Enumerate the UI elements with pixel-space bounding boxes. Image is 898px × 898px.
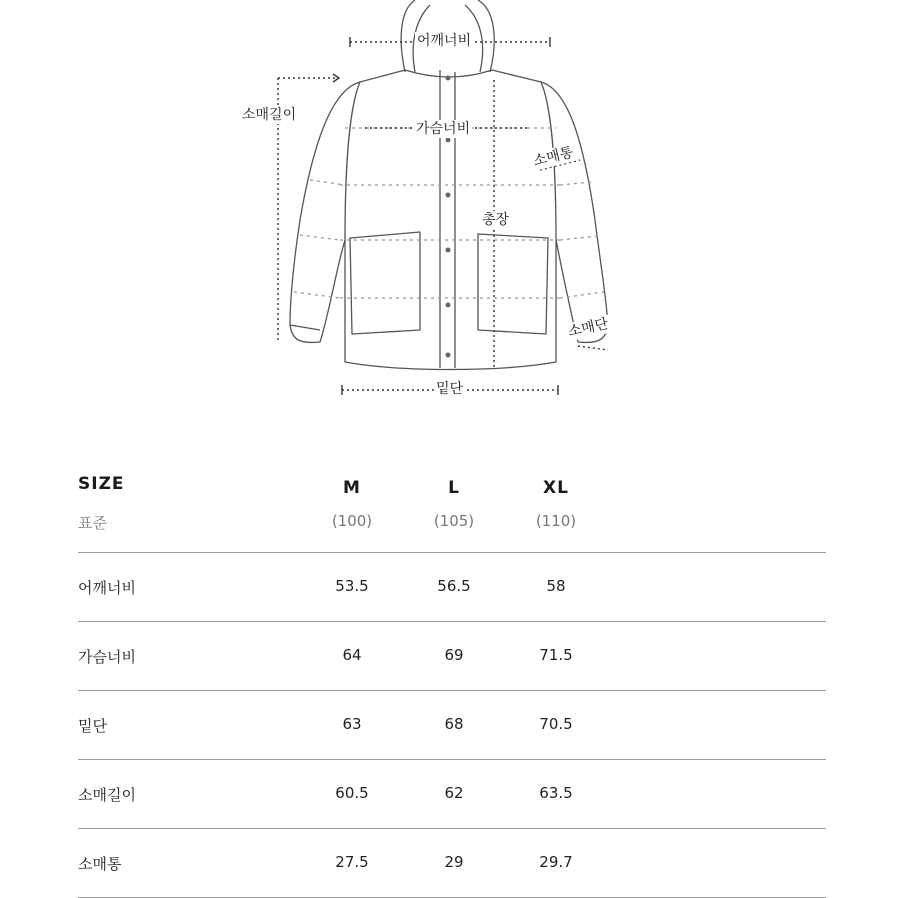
size-chart-table bbox=[78, 470, 826, 898]
cell-m: 63 bbox=[342, 715, 362, 733]
cell-l: 62 bbox=[444, 784, 464, 802]
label-sleeve-width: 소매통 bbox=[529, 143, 577, 171]
label-total-length: 총장 bbox=[482, 212, 510, 228]
table-row bbox=[78, 828, 826, 898]
row-label: 소매길이 bbox=[78, 786, 136, 804]
cell-l: 29 bbox=[444, 853, 464, 871]
cell-xl: 71.5 bbox=[539, 646, 573, 664]
cell-m: 53.5 bbox=[335, 577, 369, 595]
cell-xl: 58 bbox=[546, 577, 566, 595]
table-row bbox=[78, 552, 826, 621]
cell-m: 27.5 bbox=[335, 853, 369, 871]
table-row bbox=[78, 621, 826, 690]
cell-m: 60.5 bbox=[335, 784, 369, 802]
standard-row bbox=[78, 500, 826, 552]
cell-xl: 29.7 bbox=[539, 853, 573, 871]
label-chest: 가슴너비 bbox=[416, 121, 471, 137]
cell-m: 64 bbox=[342, 646, 362, 664]
cell-xl: 63.5 bbox=[539, 784, 573, 802]
row-label: 소매통 bbox=[78, 855, 122, 873]
jacket-sketch bbox=[0, 0, 898, 410]
table-row bbox=[78, 690, 826, 759]
cell-l: 68 bbox=[444, 715, 464, 733]
table-header-row bbox=[78, 470, 826, 500]
standard-xl: (110) bbox=[535, 512, 577, 530]
label-shoulder: 어깨너비 bbox=[417, 33, 472, 49]
row-label: 어깨너비 bbox=[78, 579, 136, 597]
standard-label: 표준 bbox=[78, 514, 107, 532]
cell-l: 56.5 bbox=[437, 577, 471, 595]
header-l: L bbox=[448, 478, 460, 498]
row-label: 밑단 bbox=[78, 717, 107, 735]
label-hem: 밑단 bbox=[436, 381, 464, 397]
cell-xl: 70.5 bbox=[539, 715, 573, 733]
label-cuff: 소매단 bbox=[565, 315, 612, 342]
header-size: SIZE bbox=[78, 474, 125, 494]
standard-l: (105) bbox=[433, 512, 475, 530]
header-xl: XL bbox=[543, 478, 569, 498]
label-sleeve-length: 소매길이 bbox=[242, 107, 297, 123]
garment-diagram bbox=[0, 0, 898, 410]
header-m: M bbox=[343, 478, 361, 498]
row-label: 가슴너비 bbox=[78, 648, 136, 666]
table-row bbox=[78, 759, 826, 828]
cell-l: 69 bbox=[444, 646, 464, 664]
standard-m: (100) bbox=[331, 512, 373, 530]
